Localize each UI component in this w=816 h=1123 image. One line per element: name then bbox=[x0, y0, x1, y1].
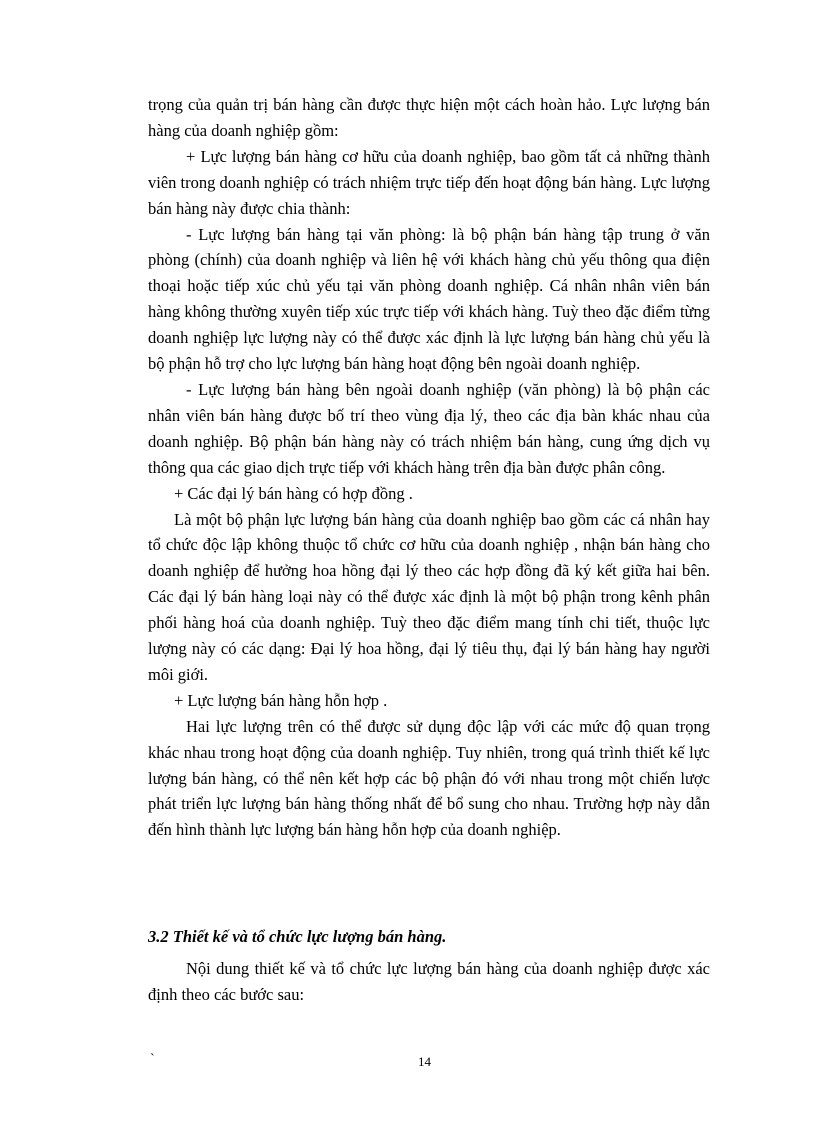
paragraph-3: - Lực lượng bán hàng tại văn phòng: là bộ phận bán hàng tập trung ở văn phòng (chính) của doanh nghiệp và liên hệ với khách hàng chủ yếu thông qua điện thoại hoặc tiếp xúc chủ yếu tại văn phòng doanh nghiệp. Cá nhân nhân viên bán hàng không thường xuyên tiếp xúc trực tiếp với khách hàng. Tuỳ theo đặc điểm từng doanh nghiệp lực lượng này có thể được xác định là lực lượng bán hàng chủ yếu là bộ phận hỗ trợ cho lực lượng bán hàng hoạt động bên ngoài doanh nghiệp. bbox=[148, 224, 710, 374]
paragraph-4: - Lực lượng bán hàng bên ngoài doanh nghiệp (văn phòng) là bộ phận các nhân viên bán hàng được bố trí theo vùng địa lý, theo các địa bàn khác nhau của doanh nghiệp. Bộ phận bán hàng này có trách nhiệm bán hàng, cung ứng dịch vụ thông qua các giao dịch trực tiếp với khách hàng trên địa bàn được phân công. bbox=[148, 379, 710, 477]
paragraph-9: Nội dung thiết kế và tổ chức lực lượng bán hàng của doanh nghiệp được xác định theo các bước sau: bbox=[148, 959, 710, 1004]
paragraph-6: Là một bộ phận lực lượng bán hàng của doanh nghiệp bao gồm các cá nhân hay tổ chức độc lập không thuộc tổ chức cơ hữu của doanh nghiệp , nhận bán hàng cho doanh nghiệp để hưởng hoa hồng đại lý theo các hợp đồng đã ký kết giữa hai bên. Các đại lý bán hàng loại này có thể được xác định là một bộ phận trong kênh phân phối hàng hoá của doanh nghiệp. Tuỳ theo đặc điểm mang tính chi tiết, thuộc lực lượng này có các dạng: Đại lý hoa hồng, đại lý tiêu thụ, đại lý bán hàng hay người môi giới. bbox=[148, 509, 710, 684]
paragraph-2: + Lực lượng bán hàng cơ hữu của doanh nghiệp, bao gồm tất cả những thành viên trong doanh nghiệp có trách nhiệm trực tiếp đến hoạt động bán hàng. Lực lượng bán hàng này được chia thành: bbox=[148, 146, 710, 218]
after-heading-text bbox=[148, 956, 710, 1008]
paragraph-1: trọng của quản trị bán hàng cần được thực hiện một cách hoàn hảo. Lực lượng bán hàng của doanh nghiệp gồm: bbox=[148, 95, 710, 140]
paragraph-5: + Các đại lý bán hàng có hợp đồng . bbox=[174, 483, 413, 503]
paragraph-7: + Lực lượng bán hàng hỗn hợp . bbox=[174, 690, 388, 710]
footer-mark: ` bbox=[150, 1052, 155, 1067]
body-text bbox=[148, 92, 710, 843]
section-heading: 3.2 Thiết kế và tổ chức lực lượng bán hàng. bbox=[148, 927, 447, 946]
paragraph-8: Hai lực lượng trên có thể được sử dụng độc lập với các mức độ quan trọng khác nhau trong hoạt động của doanh nghiệp. Tuy nhiên, trong quá trình thiết kế lực lượng bán hàng, có thể nên kết hợp các bộ phận đó với nhau trong một chiến lược phát triển lực lượng bán hàng thống nhất để bổ sung cho nhau. Trường hợp này dẫn đến hình thành lực lượng bán hàng hỗn hợp của doanh nghiệp. bbox=[148, 716, 710, 840]
page-number: 14 bbox=[418, 1054, 431, 1069]
